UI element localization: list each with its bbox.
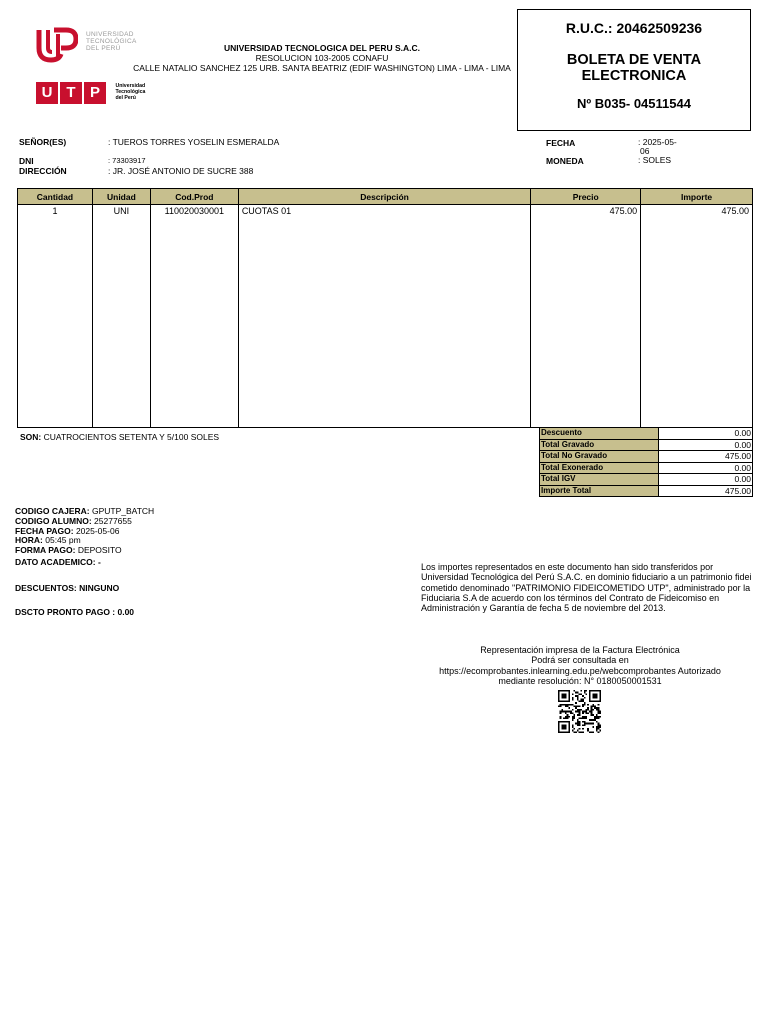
utp-letter-p: P <box>84 82 106 104</box>
qr-code-icon <box>558 689 601 734</box>
document-id-box <box>517 9 751 131</box>
dato-academico-line: DATO ACADEMICO: - <box>15 556 101 567</box>
utp-letter-u: U <box>36 82 58 104</box>
cell-cantidad: 1 <box>18 205 93 428</box>
cajera-line: CODIGO CAJERA: GPUTP_BATCH <box>15 506 155 516</box>
total-row: Total IGV 0.00 <box>541 474 751 485</box>
descuentos-line: DESCUENTOS: NINGUNO <box>15 582 120 593</box>
utp-emblem-icon <box>36 26 78 64</box>
document-number: Nº B035- 04511544 <box>577 96 691 111</box>
items-table <box>17 188 753 428</box>
cell-descripcion: CUOTAS 01 <box>238 205 530 428</box>
dni-label: DNI <box>19 156 34 166</box>
company-address: CALLE NATALIO SANCHEZ 125 URB. SANTA BEATRIZ (EDIF WASHINGTON) LIMA - LIMA - LIMA <box>133 63 511 73</box>
company-name: UNIVERSIDAD TECNOLOGICA DEL PERU S.A.C. <box>224 43 420 53</box>
pronto-pago-line: DSCTO PRONTO PAGO : 0.00 <box>15 606 135 617</box>
legal-notice: Los importes representados en este documento han sido transferidos por Universidad Tecnológica del Perú S.A.C. en dominio fiduciario a un patrimonio fidei cometido denominado "PATRIMONIO FIDEICOMETIDO UTP", administrado por la Fiduciaria S.A de acuerdo con los términos del Contrato de Fideicomiso en Administración y Garantía de fecha 5 de noviembre del 2013. <box>421 562 752 614</box>
representation-notice: Representación impresa de la Factura Electrónica Podrá ser consultada en https://ecomprobantes.inlearning.edu.pe/webcomprobantes Autorizado mediante resolución: N° 0180050001531 <box>421 645 739 686</box>
fecha-pago-line: FECHA PAGO: 2025-05-06 <box>15 525 120 536</box>
company-header <box>120 43 524 73</box>
consult-url: https://ecomprobantes.inlearning.edu.pe/webcomprobantes Autorizado <box>439 665 721 676</box>
direccion-value: : JR. JOSÉ ANTONIO DE SUCRE 388 <box>108 166 254 176</box>
company-resolution: RESOLUCION 103-2005 CONAFU <box>255 53 389 63</box>
col-precio: Precio <box>531 189 641 205</box>
hora-line: HORA: 05:45 pm <box>15 535 81 546</box>
fecha-label: FECHA <box>546 138 576 148</box>
col-cantidad: Cantidad <box>18 189 93 205</box>
moneda-label: MONEDA <box>546 156 584 166</box>
cell-importe: 475.00 <box>641 205 753 428</box>
totals-table <box>539 427 753 497</box>
forma-pago-line: FORMA PAGO: DEPOSITO <box>15 545 122 556</box>
table-row <box>18 205 753 428</box>
amount-in-words: SON: CUATROCIENTOS SETENTA Y 5/100 SOLES <box>20 432 220 442</box>
ruc-number: R.U.C.: 20462509236 <box>565 20 703 36</box>
dni-value: : 73303917 <box>108 156 146 165</box>
utp-letter-t: T <box>60 82 82 104</box>
total-row: Descuento 0.00 <box>541 428 751 439</box>
total-row: Importe Total 475.00 <box>541 485 751 496</box>
total-row: Total Gravado 0.00 <box>541 439 751 450</box>
logo-bottom-text: Universidad Tecnológica del Perú <box>115 83 146 101</box>
fecha-value: : 2025-05- 06 <box>638 137 677 156</box>
col-importe: Importe <box>641 189 753 205</box>
col-descripcion: Descripción <box>238 189 530 205</box>
total-row: Total No Gravado 475.00 <box>541 451 751 462</box>
senor-value: : TUEROS TORRES YOSELIN ESMERALDA <box>108 137 280 147</box>
moneda-value: : SOLES <box>638 155 672 165</box>
logo-top-text: UNIVERSIDAD TECNOLÓGICA DEL PERÚ <box>86 31 137 53</box>
direccion-label: DIRECCIÓN <box>19 166 67 176</box>
senor-label: SEÑOR(ES) <box>19 137 67 147</box>
col-codprod: Cod.Prod <box>150 189 238 205</box>
document-title: BOLETA DE VENTA ELECTRONICA <box>566 52 702 84</box>
cell-unidad: UNI <box>92 205 150 428</box>
items-header-row <box>18 189 753 205</box>
utp-logo-bottom <box>36 82 145 104</box>
total-row: Total Exonerado 0.00 <box>541 462 751 473</box>
col-unidad: Unidad <box>92 189 150 205</box>
cell-codprod: 110020030001 <box>150 205 238 428</box>
alumno-line: CODIGO ALUMNO: 25277655 <box>15 515 132 526</box>
payment-info <box>15 507 154 617</box>
cell-precio: 475.00 <box>531 205 641 428</box>
